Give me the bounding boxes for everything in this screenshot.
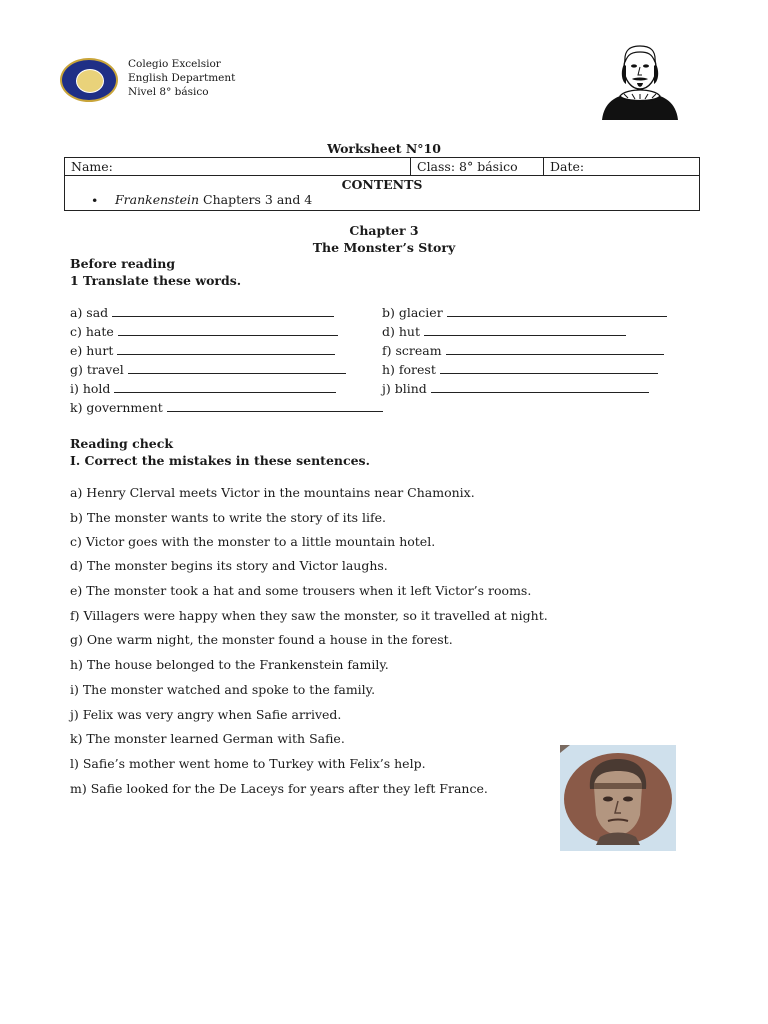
shakespeare-portrait	[598, 36, 682, 120]
vocab-item[interactable]: c) hate	[70, 324, 338, 339]
answer-line[interactable]	[440, 362, 658, 374]
bullet-icon: •	[91, 193, 99, 208]
answer-line[interactable]	[424, 324, 626, 336]
contents-cell	[65, 176, 700, 211]
answer-line[interactable]	[117, 343, 335, 355]
vocab-item[interactable]: d) hut	[382, 324, 626, 339]
contents-book-title: Frankenstein	[115, 192, 200, 207]
vocab-item[interactable]: i) hold	[70, 381, 336, 396]
reading-check-heading: Reading check	[70, 436, 174, 451]
sentence-item: i) The monster watched and spoke to the family.	[70, 682, 376, 697]
worksheet-title: Worksheet N°10	[327, 141, 441, 156]
answer-line[interactable]	[118, 324, 338, 336]
class-cell	[411, 158, 544, 176]
school-level: Nivel 8° básico	[128, 86, 209, 98]
chapter-title: The Monster’s Story	[312, 240, 456, 255]
vocab-item[interactable]: h) forest	[382, 362, 658, 377]
sentence-item: e) The monster took a hat and some trousers when it left Victor’s rooms.	[70, 583, 532, 598]
sentence-item: f) Villagers were happy when they saw the monster, so it travelled at night.	[70, 608, 548, 623]
sentence-item: b) The monster wants to write the story of its life.	[70, 510, 386, 525]
vocab-item[interactable]: a) sad	[70, 305, 334, 320]
before-reading-heading: Before reading	[70, 256, 176, 271]
sentence-item: g) One warm night, the monster found a house in the forest.	[70, 632, 453, 647]
date-label: Date:	[550, 159, 585, 174]
sentence-item: j) Felix was very angry when Safie arrived.	[70, 707, 342, 722]
school-info	[128, 57, 235, 99]
class-label: Class: 8° básico	[417, 159, 518, 174]
sentence-item: d) The monster begins its story and Victor laughs.	[70, 558, 388, 573]
sentence-item: m) Safie looked for the De Laceys for years after they left France.	[70, 781, 488, 796]
sentence-item: a) Henry Clerval meets Victor in the mountains near Chamonix.	[70, 485, 475, 500]
school-department: English Department	[128, 72, 236, 84]
answer-line[interactable]	[446, 343, 664, 355]
answer-line[interactable]	[114, 381, 336, 393]
frankenstein-monster-portrait	[560, 745, 676, 851]
contents-heading: CONTENTS	[341, 177, 423, 192]
vocab-item[interactable]: b) glacier	[382, 305, 667, 320]
name-field[interactable]	[65, 158, 411, 176]
sentence-item: c) Victor goes with the monster to a little mountain hotel.	[70, 534, 436, 549]
sentence-item: k) The monster learned German with Safie.	[70, 731, 345, 746]
contents-chapters: Chapters 3 and 4	[199, 192, 313, 207]
translate-instruction: 1 Translate these words.	[70, 273, 242, 288]
answer-line[interactable]	[431, 381, 649, 393]
answer-line[interactable]	[128, 362, 346, 374]
name-label: Name:	[71, 159, 113, 174]
vocab-item[interactable]: f) scream	[382, 343, 664, 358]
school-seal-logo	[60, 58, 118, 102]
vocab-item[interactable]: j) blind	[382, 381, 649, 396]
answer-line[interactable]	[447, 305, 667, 317]
sentence-item: h) The house belonged to the Frankenstein family.	[70, 657, 389, 672]
vocab-item[interactable]: e) hurt	[70, 343, 335, 358]
vocab-item[interactable]: k) government	[70, 400, 383, 415]
date-field[interactable]	[544, 158, 700, 176]
correct-instruction: I. Correct the mistakes in these sentences.	[70, 453, 370, 468]
sentence-item: l) Safie’s mother went home to Turkey with Felix’s help.	[70, 756, 426, 771]
school-name: Colegio Excelsior	[128, 58, 221, 70]
chapter-number: Chapter 3	[349, 223, 419, 238]
worksheet-header-table	[64, 157, 700, 211]
answer-line[interactable]	[112, 305, 334, 317]
contents-item	[65, 193, 699, 210]
answer-line[interactable]	[167, 400, 383, 412]
vocab-item[interactable]: g) travel	[70, 362, 346, 377]
